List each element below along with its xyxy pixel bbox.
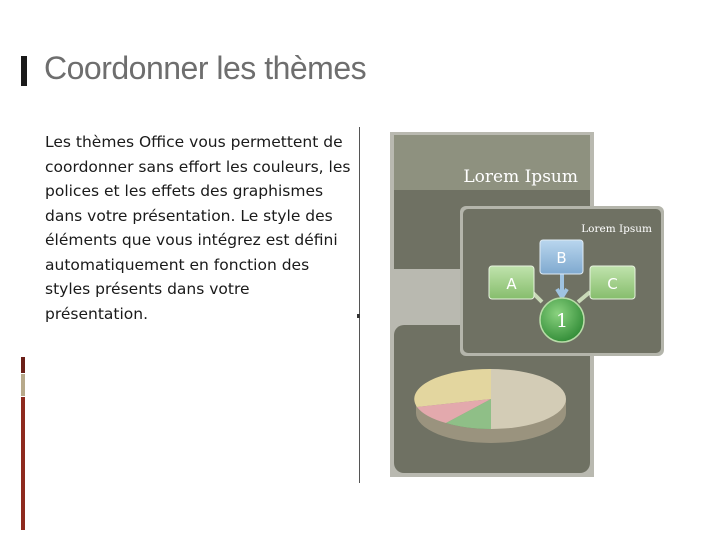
node-c-label: C: [607, 275, 618, 293]
slide-title: Coordonner les thèmes: [44, 50, 367, 86]
node-1-label: 1: [555, 310, 569, 332]
divider-tick: [357, 314, 360, 318]
left-accent-stripe-dark: [21, 357, 25, 373]
pie-chart: [414, 369, 566, 443]
theme-illustration: [390, 132, 652, 477]
diagram-card-title: Lorem Ipsum: [581, 223, 652, 235]
diagram-card: [460, 206, 664, 356]
title-card-text: Lorem Ipsum: [463, 167, 578, 187]
title-accent-bar: [21, 56, 27, 86]
left-accent-stripe-tan: [21, 374, 25, 396]
column-divider: [359, 127, 360, 483]
left-accent-stripe-red: [21, 397, 25, 530]
node-a-label: A: [506, 275, 517, 293]
node-b-label: B: [556, 249, 567, 267]
slide-body-text: Les thèmes Office vous permettent de coordonner sans effort les couleurs, les polices et les effets des graphismes dans votre présentation. Le style des éléments que vous intégrez est défini automatiquement en fonction des styles présents dans votre présentation.: [45, 133, 351, 323]
